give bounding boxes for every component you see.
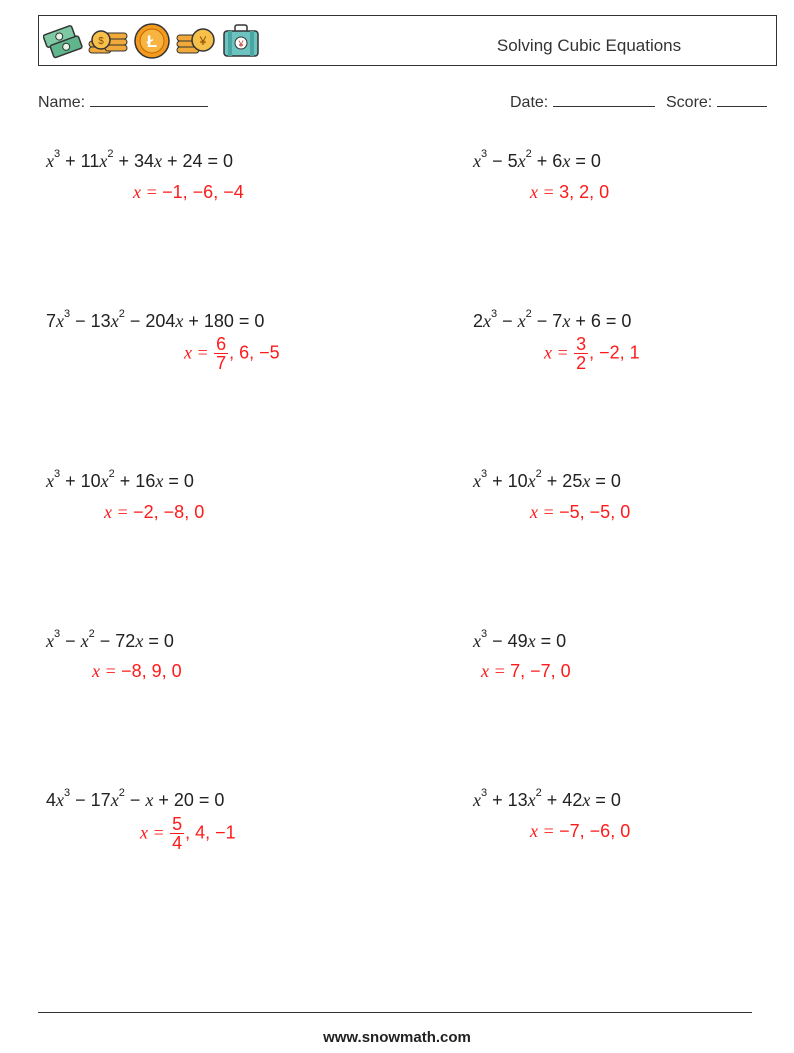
- date-label: Date:: [510, 94, 549, 111]
- name-blank[interactable]: [90, 92, 208, 107]
- equation-7: $x^3 - x^2 - 72x = 0$: [46, 628, 174, 651]
- equation-5: $x^3 + 10x^2 + 16x = 0$: [46, 468, 194, 491]
- score-blank[interactable]: [717, 92, 767, 107]
- answer-fraction: $\frac{5}{4}$: [172, 814, 183, 853]
- score-label: Score:: [666, 94, 713, 111]
- answer-1: x = −1, −6, −4: [133, 182, 244, 202]
- equation-3: $7x^3 - 13x^2 - 204x + 180 = 0$: [46, 308, 265, 331]
- name-label: Name:: [38, 94, 86, 111]
- equation-6: $x^3 + 10x^2 + 25x = 0$: [473, 468, 621, 491]
- answer-5: x = −2, −8, 0: [104, 502, 205, 522]
- worksheet-header: [38, 15, 777, 66]
- answer-8: x = 7, −7, 0: [481, 661, 571, 681]
- answer-fraction: $\frac{3}{2}$: [576, 334, 587, 373]
- answer-9: x = $\frac{5}{4}$ , 4, −1: [140, 814, 236, 853]
- page-title: Solving Cubic Equations: [496, 36, 682, 55]
- footer-website[interactable]: www.snowmath.com: [323, 1029, 471, 1046]
- date-field: [510, 92, 655, 112]
- svg-text:Ł: Ł: [146, 32, 158, 51]
- name-field: [38, 92, 208, 112]
- answer-2: x = 3, 2, 0: [530, 182, 610, 202]
- footer-divider: [38, 1012, 752, 1013]
- yen-briefcase-icon: [221, 22, 261, 60]
- answer-7: x = −8, 9, 0: [92, 661, 182, 681]
- answer-fraction: $\frac{6}{7}$: [216, 334, 227, 373]
- equation-1: $x^3 + 11x^2 + 34x + 24 = 0$: [46, 148, 234, 171]
- answer-6: x = −5, −5, 0: [530, 502, 631, 522]
- litecoin-coin-icon: [133, 22, 171, 60]
- answer-10: x = −7, −6, 0: [530, 821, 631, 841]
- header-icons: [43, 21, 261, 61]
- svg-text:$: $: [98, 36, 104, 47]
- equation-4: $2x^3 - x^2 - 7x + 6 = 0$: [473, 308, 632, 331]
- answer-4: x = $\frac{3}{2}$ , −2, 1: [544, 334, 640, 373]
- equation-9: $4x^3 - 17x^2 - x + 20 = 0$: [46, 787, 225, 810]
- yen-coin-stack-icon: [175, 23, 217, 59]
- coin-stack-icon: [87, 23, 129, 59]
- svg-text:¥: ¥: [199, 34, 207, 48]
- svg-text:¥: ¥: [238, 39, 244, 49]
- date-blank[interactable]: [553, 92, 655, 107]
- money-bills-icon: [43, 23, 83, 59]
- equation-8: $x^3 - 49x = 0$: [473, 628, 567, 651]
- equation-2: $x^3 - 5x^2 + 6x = 0$: [473, 148, 601, 171]
- score-field: [666, 92, 767, 112]
- answer-3: x = $\frac{6}{7}$ , 6, −5: [184, 334, 280, 373]
- equation-10: $x^3 + 13x^2 + 42x = 0$: [473, 787, 621, 810]
